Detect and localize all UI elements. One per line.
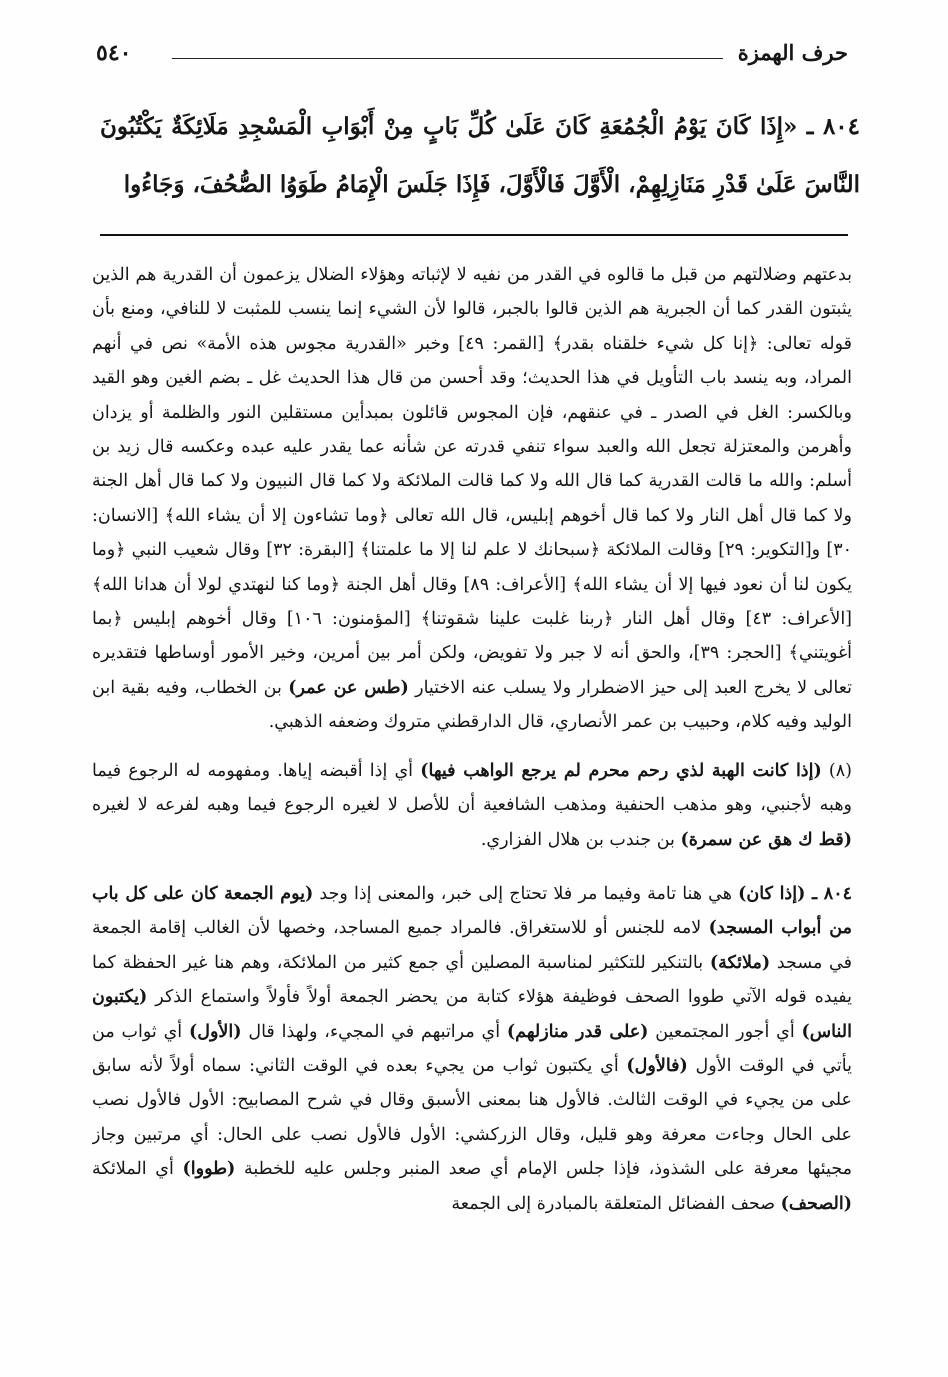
para3-b: (إذا كان) — [738, 883, 806, 904]
para3-o: أي يكتبون ثواب من يجيء بعده في الوقت الثاني: سماه أولاً لأنه سابق على من يجيء في الوقت الثالث. فالأول هنا بمعنى الأسبق وقال في شرح المصابيح: الأول فالأول نصب على الحال وجاءت معرفة وهو قليل، وقال الزركشي: الأول فالأول نصب على الحال: أي مرتبين وجاز مجيئها معرفة على الشذوذ، فإذا جلس الإمام أي صعد المنبر وجلس عليه للخطبة — [92, 1055, 852, 1180]
para1-end: بن الخطاب، وفيه بقية ابن الوليد وفيه كلام، وحبيب بن عمر الأنصاري، قال الدارقطني متروك وضعفه الذهبي. — [92, 677, 852, 733]
commentary-paragraph-3 — [92, 877, 852, 1221]
para3-e: لامه للجنس أو للاستغراق. فالمراد جميع المساجد، وخصها لأن الغالب إقامة الجمعة في مسجد — [92, 918, 852, 973]
commentary — [92, 258, 852, 1338]
para3-r: (الصحف) — [780, 1193, 852, 1214]
commentary-paragraph-1 — [92, 258, 852, 740]
para3-d: (يوم الجمعة كان على كل باب من أبواب المسجد) — [92, 883, 852, 939]
para3-q: أي الملائكة — [92, 1159, 183, 1180]
para3-s: صحف الفضائل المتعلقة بالمبادرة إلى الجمعة — [451, 1193, 781, 1214]
para3-a: ٨٠٤ ـ — [805, 883, 852, 904]
page-header — [96, 38, 848, 78]
para2-source-ref: (قط ك هق عن سمرة) — [680, 829, 852, 850]
para3-i: أي أجور المجتمعين — [648, 1021, 802, 1042]
page-number: ٥٤٠ — [96, 40, 132, 66]
commentary-paragraph-2 — [92, 754, 852, 857]
section-divider — [100, 234, 848, 236]
para3-n: (فالأول) — [626, 1055, 688, 1076]
para2-start: (٨) — [821, 760, 852, 781]
hadith-text: ٨٠٤ ـ «إِذَا كَانَ يَوْمُ الْجُمُعَةِ كَانَ عَلَىٰ كُلِّ بَابٍ مِنْ أَبْوَابِ الْمَسْجِدِ مَلَائِكَةٌ يَكْتُبُونَ النَّاسَ عَلَىٰ قَدْرِ مَنَازِلِهِمْ، الْأَوَّلَ فَالْأَوَّلَ، فَإِذَا جَلَسَ الْإِمَامُ طَوَوُا الصُّحُفَ، وَجَاءُوا — [100, 113, 860, 198]
para3-k: أي مراتبهم في المجيء، ولهذا قال — [241, 1021, 507, 1042]
para2-mid: أي إذا أقبضه إياها. ومفهومه له الرجوع فيما وهبه لأجنبي، وهو مذهب الحنفية ومذهب الشافعية أن للأصل لا لغيره الرجوع فيما وهبه لفرعه لا لغيره — [92, 760, 852, 816]
para3-f: (ملائكة) — [709, 952, 771, 973]
para2-bold: (إذا كانت الهبة لذي رحم محرم لم يرجع الواهب فيها) — [420, 760, 822, 781]
para3-c: هي هنا تامة وفيما مر فلا تحتاج إلى خبر، والمعنى إذا وجد — [313, 883, 739, 904]
para3-j: (على قدر منازلهم) — [506, 1021, 649, 1042]
para1-text: بدعتهم وضلالتهم من قبل ما قالوه في القدر من نفيه لا لإثباته وهؤلاء الضلال يزعمون أن القدرية هم الذين يثبتون القدر كما أن الجبرية هم الذين قالوا بالجبر، قالوا لأن الشيء إنما ينسب للمثبت لا للنافي، ومنع بأن قوله تعالى: ﴿إنا كل شيء خلقناه بقدر﴾ [القمر: ٤٩] وخبر «القدرية مجوس هذه الأمة» نص في أنهم المراد، وبه ينسد باب التأويل في هذا الحديث؛ وقد أحسن من قال هذا الحديث غل ـ بضم الغين وهو القيد وبالكسر: الغل في الصدر ـ في عنقهم، فإن المجوس قائلون بمبدأين مستقلين النور والظلمة أو يزدان وأهرمن والمعتزلة تجعل الله والعبد سواء تنفي قدرته عن شأنه عما يقدر عليه عبده وعكسه قال زيد بن أسلم: والله ما قالت القدرية كما قال الله ولا كما قالت الملائكة ولا كما قال النبيون ولا كما قال أهل الجنة ولا كما قال أهل النار ولا كما قال أخوهم إبليس، قال الله تعالى ﴿وما تشاءون إلا أن يشاء الله﴾ [الانسان: ٣٠] و[التكوير: ٢٩] وقالت الملائكة ﴿سبحانك لا علم لنا إلا ما علمتنا﴾ [البقرة: ٣٢] وقال شعيب النبي ﴿وما يكون لنا أن نعود فيها إلا أن يشاء الله﴾ [الأعراف: ٨٩] وقال أهل الجنة ﴿وما كنا لنهتدي لولا أن هدانا الله﴾ [الأعراف: ٤٣] وقال أهل النار ﴿ربنا غلبت علينا شقوتنا﴾ [المؤمنون: ١٠٦] وقال أخوهم إبليس ﴿بما أغويتني﴾ [الحجر: ٣٩]، والحق أنه لا جبر ولا تفويض، ولكن أمر بين أمرين، وخير الأمور أوساطها فتقديره تعالى لا يخرج العبد إلى حيز الاضطرار ولا يسلب عنه الاختيار — [92, 265, 852, 698]
para3-h: (يكتبون الناس) — [92, 987, 852, 1042]
para1-source-ref: (طس عن عمر) — [288, 677, 409, 698]
header-rule — [172, 58, 723, 59]
para3-m: أي ثواب من يأتي في الوقت الأول — [92, 1021, 852, 1076]
para2-end: بن جندب بن هلال الفزاري. — [480, 829, 681, 850]
para3-g: بالتنكير للتكثير لمناسبة المصلين أي جمع كثير من الملائكة، وهم هنا غير الحفظة كما يفيده قوله الآتي طووا الصحف فوظيفة هؤلاء كتابة من يحضر الجمعة أولاً فأولاً واستماع الذكر — [92, 952, 852, 1008]
para3-l: (الأول) — [188, 1021, 242, 1042]
para3-p: (طووا) — [182, 1159, 236, 1180]
chapter-title: حرف الهمزة — [737, 40, 848, 65]
